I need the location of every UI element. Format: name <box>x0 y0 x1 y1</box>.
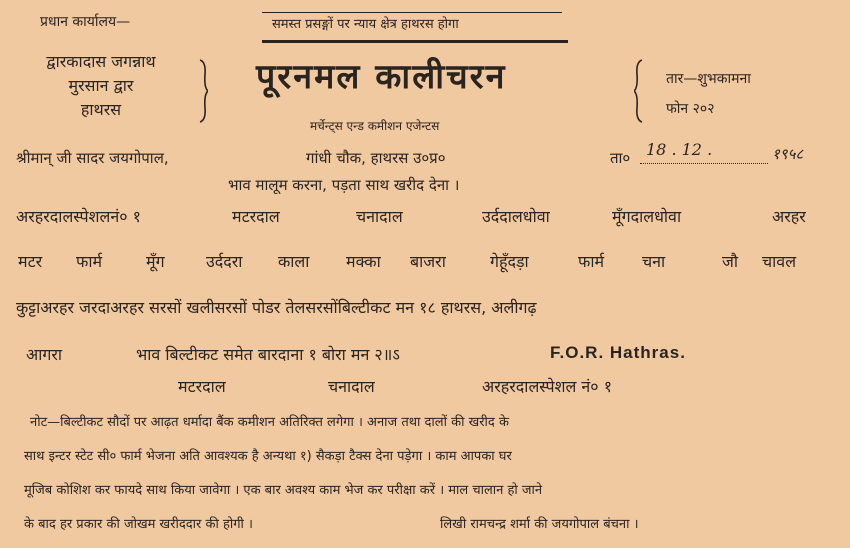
rate-note: भाव बिल्टीकट समेत बारदाना १ बोरा मन २॥ऽ <box>136 345 400 364</box>
item: चावल <box>762 252 797 271</box>
note-line: के बाद हर प्रकार की जोखम खरीददार की होगी । <box>24 517 253 532</box>
note-line: मूजिब कोशिश कर फायदे साथ किया जावेगा । एक बार अवश्य काम भेज कर परीक्षा करें । माल चालान हो जाने <box>24 483 543 498</box>
item: अरहर <box>772 207 806 226</box>
contact-info <box>666 64 751 124</box>
item: उर्ददरा <box>206 252 243 271</box>
item: गेहूँदड़ा <box>490 252 529 271</box>
sender-address <box>16 50 186 122</box>
item: चनादाल <box>356 207 403 226</box>
item: मटरदाल <box>178 377 226 396</box>
item: बाजरा <box>410 252 446 271</box>
signature-line: लिखी रामचन्द्र शर्मा की जयगोपाल बंचना । <box>440 517 639 532</box>
motto-rule-top <box>262 12 562 13</box>
item: मटरदाल <box>232 207 280 226</box>
firm-name: पूरनमल कालीचरन <box>256 57 507 97</box>
item: मूँग <box>146 252 165 271</box>
item-row: कुट्टाअरहर जरदाअरहर सरसों खलीसरसों पोडर तेलसरसोंबिल्टीकट मन १८ हाथरस, अलीगढ़ <box>16 298 537 317</box>
phone-number: फोन २०२ <box>666 101 715 117</box>
handwritten-date: 18 . 12 . <box>646 140 713 159</box>
date-label: ता० <box>610 149 631 167</box>
address-line: हाथरस <box>80 100 122 119</box>
left-brace-icon <box>634 58 644 124</box>
item: मूँगदालधोवा <box>612 207 682 226</box>
motto-rule-bottom <box>262 40 568 43</box>
instruction: भाव मालूम करना, पड़ता साथ खरीद देना । <box>228 176 460 194</box>
note-line: नोट—बिल्टीकट सौदों पर आढ़त धर्मादा बैंक कमीशन अतिरिक्त लगेगा । अनाज तथा दालों की खरीद के <box>30 415 509 430</box>
firm-subtitle: मर्चेन्ट्स एन्ड कमीशन एजेन्टस <box>310 119 440 133</box>
item: अरहरदालस्पेशल नं० १ <box>482 377 613 396</box>
office-label: प्रधान कार्यालय— <box>40 14 131 30</box>
motto: समस्त प्रसङ्गों पर न्याय क्षेत्र हाथरस होगा <box>272 17 459 32</box>
item: फार्म <box>578 252 605 271</box>
address-line: द्वारकादास जगन्नाथ <box>46 52 156 71</box>
date-rule <box>640 163 768 164</box>
item: मटर <box>18 252 43 271</box>
telegram-address: तार—शुभकामना <box>666 71 751 87</box>
item: अरहरदालस्पेशलनं० १ <box>16 207 141 226</box>
item: आगरा <box>26 345 63 364</box>
right-brace-icon <box>198 58 208 124</box>
for-hathras: F.O.R. Hathras. <box>550 343 686 362</box>
item: फार्म <box>76 252 103 271</box>
addressee: श्रीमान् जी सादर जयगोपाल, <box>16 149 169 167</box>
year: १९५८ <box>772 145 804 163</box>
note-line: साथ इन्टर स्टेट सी० फार्म भेजना अति आवश्यक है अन्यथा १) सैकड़ा टैक्स देना पड़ेगा । काम आपका घर <box>24 449 512 464</box>
letter-location: गांधी चौक, हाथरस उ०प्र० <box>306 149 446 167</box>
item: चनादाल <box>328 377 375 396</box>
item: जौ <box>722 252 739 271</box>
item: उर्ददालधोवा <box>482 207 550 226</box>
item: काला <box>278 252 310 271</box>
address-line: मुरसान द्वार <box>68 76 134 95</box>
item: चना <box>642 252 666 271</box>
item: मक्का <box>346 252 381 271</box>
